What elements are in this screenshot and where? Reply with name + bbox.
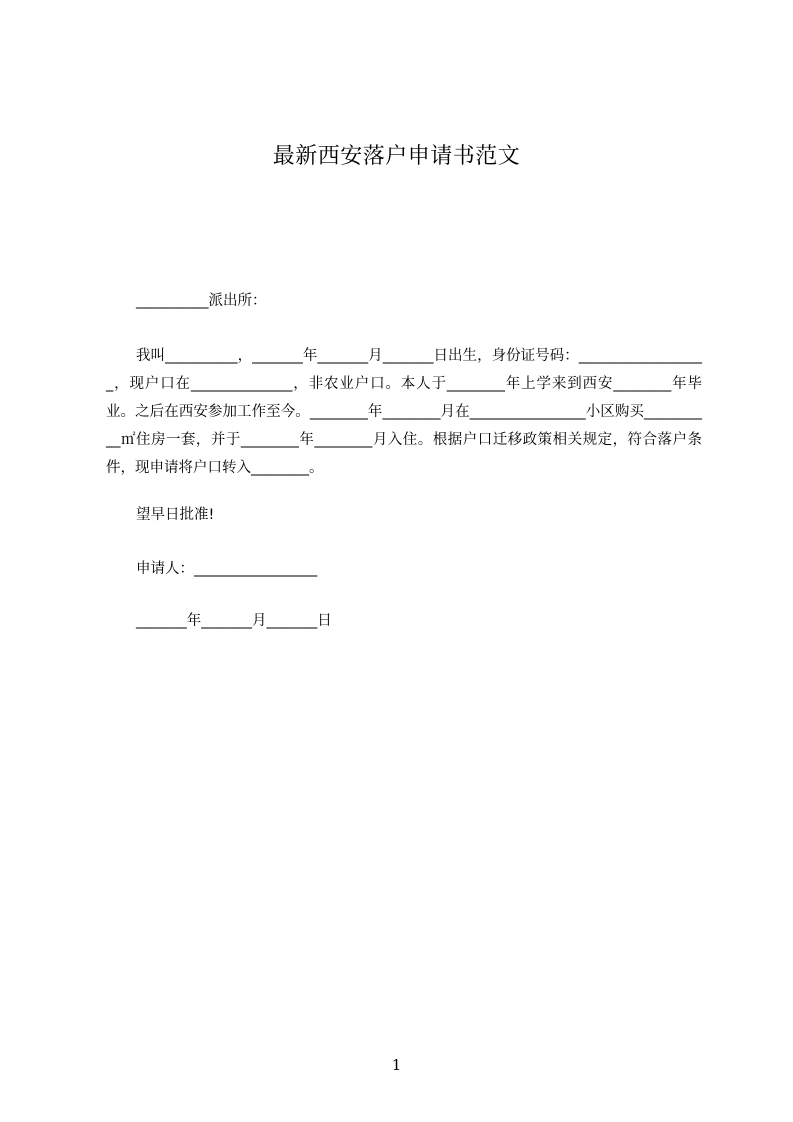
- closing-line: 望早日批准!: [136, 507, 215, 523]
- body-paragraph: 我叫__________，_______年_______月_______日出生，身份证号码：__________________，现户口在______________，非农业户口。本人于________年上学来到西安________年毕业。之后在西安参加工作至今。________年________月在________________小区购买__________㎡住房一套，并于________年________月入住。根据户口迁移政策相关规定，符合落户条件，现申请将户口转入________。: [106, 348, 702, 476]
- page-number: 1: [391, 1056, 402, 1074]
- addressee-line: __________派出所：: [136, 293, 267, 309]
- date-line: _______年_______月_______日: [136, 613, 332, 629]
- document-title: 最新西安落户申请书范文: [272, 144, 521, 169]
- applicant-signature-line: 申请人：_________________: [136, 561, 318, 577]
